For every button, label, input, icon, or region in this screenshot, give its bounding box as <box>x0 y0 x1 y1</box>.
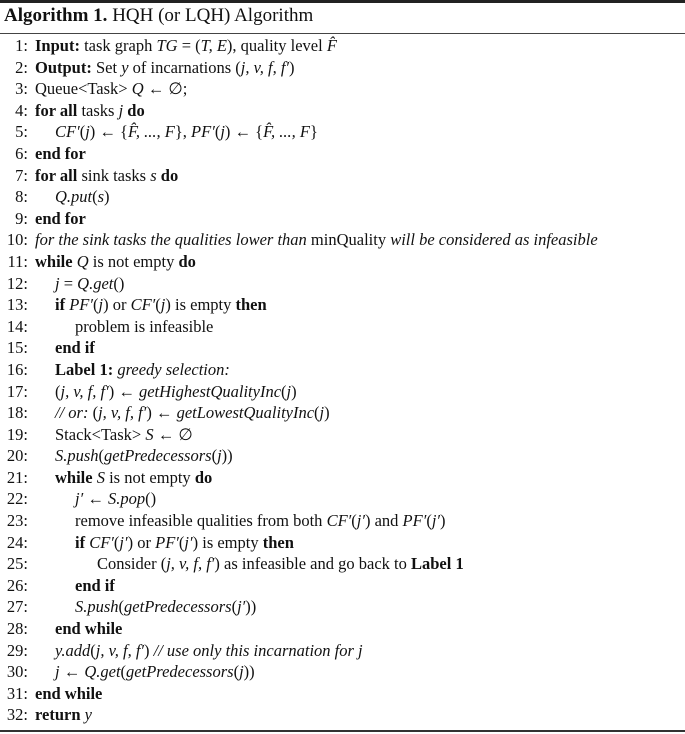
line-number: 17: <box>6 381 28 401</box>
line-code <box>55 661 255 683</box>
line-code <box>55 424 193 446</box>
math-expression: S <box>96 467 105 487</box>
code-text: ) <box>144 640 154 660</box>
algorithm-line <box>0 337 685 359</box>
math-expression: PF′ <box>155 532 179 552</box>
math-expression: j′ <box>119 532 128 552</box>
algorithm-line <box>0 359 685 381</box>
math-expression: getPredecessors <box>104 446 212 466</box>
keyword: while <box>55 467 93 487</box>
math-expression: S <box>145 424 154 444</box>
line-code <box>35 57 295 79</box>
math-expression: j <box>98 295 104 315</box>
code-text: ( <box>90 640 96 660</box>
math-expression: j, v, f, f′ <box>60 381 109 401</box>
math-expression: j′ <box>184 532 193 552</box>
algorithm-line <box>0 35 685 57</box>
algorithm-line <box>0 316 685 338</box>
keyword: for all <box>35 165 78 185</box>
line-number: 27: <box>6 597 28 617</box>
line-number: 32: <box>6 705 28 725</box>
math-expression: j <box>239 662 244 682</box>
code-text: ( <box>233 662 240 682</box>
keyword: Label 1 <box>410 554 464 574</box>
code-text: ) or <box>103 295 131 315</box>
line-number: 21: <box>6 467 28 487</box>
line-number: 20: <box>6 446 28 466</box>
algorithm-line <box>0 618 685 640</box>
code-text: sink tasks <box>77 165 151 185</box>
line-number: 31: <box>6 683 28 703</box>
keyword: end if <box>75 575 115 595</box>
algorithm-line <box>0 704 685 726</box>
code-text: minQuality <box>310 230 387 250</box>
math-expression: PF′ <box>402 511 427 531</box>
line-number: 7: <box>15 165 28 185</box>
line-number: 6: <box>15 143 28 163</box>
math-expression: j <box>286 381 292 401</box>
math-expression: j, v, f, f′ <box>166 554 215 574</box>
code-text: ) <box>104 187 110 207</box>
line-code <box>55 273 124 295</box>
line-number: 2: <box>15 57 28 77</box>
line-code <box>35 143 86 165</box>
line-number: 12: <box>6 273 28 293</box>
code-text: ( <box>178 532 185 552</box>
keyword: for all <box>35 100 78 120</box>
math-expression: j <box>160 295 166 315</box>
keyword: while <box>35 251 73 271</box>
code-text: task graph <box>79 36 157 55</box>
code-text: ← ∅; <box>143 79 188 99</box>
algorithm-line <box>0 467 685 489</box>
line-number: 22: <box>6 489 28 509</box>
math-expression: y <box>121 57 129 77</box>
line-code <box>55 467 212 489</box>
line-code <box>35 208 86 230</box>
math-expression: j <box>319 403 325 423</box>
code-text: ) ← <box>108 381 139 401</box>
math-expression: PF′ <box>191 122 215 142</box>
algorithm-caption <box>4 5 313 27</box>
line-code <box>55 618 122 640</box>
algorithm-line <box>0 661 685 683</box>
keyword: end if <box>55 338 95 358</box>
code-text: ) <box>440 511 446 531</box>
math-expression: getHighestQualityInc <box>138 381 282 401</box>
code-text: ( <box>426 511 432 531</box>
keyword: if <box>75 532 86 552</box>
line-code <box>35 165 178 187</box>
code-text: () <box>145 489 157 509</box>
math-expression: F̂, ..., F <box>263 122 310 142</box>
algorithm-line <box>0 683 685 705</box>
code-text: problem is infeasible <box>75 316 214 336</box>
code-text: ) <box>289 57 295 77</box>
code-text: ( <box>155 295 161 315</box>
keyword: end for <box>35 143 86 163</box>
code-text: ) ← { <box>224 122 264 142</box>
algorithm-line <box>0 445 685 467</box>
math-expression: getLowestQualityInc <box>176 403 315 423</box>
code-text: )) <box>221 446 233 466</box>
math-expression: j′ <box>237 597 246 617</box>
keyword: end while <box>35 683 103 703</box>
code-text: ) or <box>127 532 156 552</box>
code-text: ( <box>98 446 105 466</box>
code-text: ( <box>55 381 61 401</box>
algorithm-line <box>0 121 685 143</box>
line-number: 1: <box>15 36 28 55</box>
algorithm-line <box>0 229 685 251</box>
math-expression: CF′ <box>326 511 352 531</box>
code-text: ( <box>281 381 287 401</box>
algorithm-line <box>0 640 685 662</box>
math-expression: j, v, f, f′ <box>240 57 290 77</box>
comment-text: will be considered as infeasible <box>386 230 598 250</box>
math-expression: s <box>97 187 105 207</box>
line-code <box>75 510 446 532</box>
math-expression: Q <box>76 251 89 271</box>
code-text: ( <box>211 446 218 466</box>
keyword: then <box>262 532 294 552</box>
math-expression: TG <box>156 36 178 55</box>
keyword: end for <box>35 208 86 228</box>
line-number: 3: <box>15 79 28 99</box>
line-number: 24: <box>6 532 28 552</box>
line-number: 28: <box>6 619 28 639</box>
code-text: ( <box>92 187 98 207</box>
code-text: Consider ( <box>97 554 167 574</box>
comment-text: // use only this incarnation for j <box>153 640 363 660</box>
algorithm-line <box>0 78 685 100</box>
line-code <box>35 35 337 57</box>
algorithm-line <box>0 165 685 187</box>
bottom-rule <box>0 730 685 732</box>
line-code <box>35 251 196 273</box>
caption-label: Algorithm 1. <box>4 5 108 26</box>
comment-text: for the sink tasks the qualities lower than <box>35 230 311 250</box>
code-text: ( <box>314 403 320 423</box>
keyword: Output: <box>35 57 92 77</box>
line-code <box>55 337 95 359</box>
line-code <box>35 229 598 251</box>
line-code <box>75 596 256 618</box>
algorithm-line <box>0 575 685 597</box>
algorithm-line <box>0 424 685 446</box>
line-number: 11: <box>7 251 28 271</box>
line-code <box>55 381 297 403</box>
math-expression: Q.get <box>84 662 121 682</box>
keyword: do <box>178 251 196 271</box>
keyword: Input: <box>35 36 80 55</box>
code-text: ← <box>59 662 85 682</box>
code-text: ( <box>113 532 120 552</box>
line-code <box>35 704 92 726</box>
keyword: do <box>194 467 213 487</box>
line-code <box>55 186 110 208</box>
algorithm-line <box>0 596 685 618</box>
line-number: 14: <box>6 316 28 336</box>
math-expression: j, v, f, f′ <box>95 640 145 660</box>
math-expression: getPredecessors <box>124 597 232 617</box>
line-code <box>97 553 464 575</box>
math-expression: j <box>220 122 225 142</box>
code-text: ( <box>79 122 86 142</box>
algorithm-line <box>0 532 685 554</box>
algorithm-line <box>0 251 685 273</box>
code-text: ) ← { <box>89 122 128 142</box>
math-expression: F̂, ..., F <box>127 122 175 142</box>
math-expression: j, v, f, f′ <box>98 403 147 423</box>
math-expression: j′ <box>356 511 365 531</box>
math-expression: s <box>150 165 157 185</box>
caption-rule <box>0 33 685 34</box>
code-text: = ( <box>177 36 201 55</box>
line-number: 30: <box>6 662 28 682</box>
code-text: ← ∅ <box>153 424 193 444</box>
line-code <box>55 445 233 467</box>
line-number: 18: <box>6 403 28 423</box>
code-text: } <box>310 122 318 142</box>
math-expression: PF′ <box>69 295 93 315</box>
math-expression: Q.get <box>77 273 114 293</box>
code-text: ) as infeasible and go back to <box>214 554 411 574</box>
code-text: }, <box>174 122 192 142</box>
code-text: Set <box>91 57 122 77</box>
line-number: 10: <box>6 230 28 250</box>
code-text: Queue<Task> <box>35 79 132 99</box>
math-expression: j <box>118 100 124 120</box>
line-number: 26: <box>6 575 28 595</box>
code-text: ( <box>93 295 99 315</box>
line-number: 4: <box>15 100 28 120</box>
code-text: ← <box>83 489 108 509</box>
math-expression: S.push <box>75 597 119 617</box>
line-number: 19: <box>6 424 28 444</box>
keyword: then <box>235 295 267 315</box>
algorithm-body <box>0 35 685 726</box>
code-text: is not empty <box>104 467 195 487</box>
line-number: 25: <box>6 554 28 574</box>
code-text: ( <box>92 403 99 423</box>
algorithm-line <box>0 143 685 165</box>
line-number: 13: <box>6 295 28 315</box>
math-expression: T, E <box>200 36 227 55</box>
comment-text: // or: <box>55 403 93 423</box>
code-text: ( <box>118 597 125 617</box>
math-expression: y <box>84 705 92 725</box>
algorithm-line <box>0 100 685 122</box>
line-code <box>75 575 115 597</box>
keyword: do <box>127 100 145 120</box>
math-expression: j′ <box>75 489 84 509</box>
keyword: do <box>160 165 179 185</box>
algorithm-line <box>0 553 685 575</box>
algorithm-line <box>0 186 685 208</box>
keyword: Label 1: <box>55 359 114 379</box>
line-number: 16: <box>6 359 28 379</box>
line-number: 15: <box>6 338 28 358</box>
code-text: ) ← <box>146 403 177 423</box>
code-text: ) <box>324 403 330 423</box>
line-code <box>75 532 294 554</box>
math-expression: CF′ <box>55 122 80 142</box>
code-text: Stack<Task> <box>55 424 146 444</box>
line-code <box>35 78 187 100</box>
code-text: ( <box>231 597 238 617</box>
algorithm-line <box>0 208 685 230</box>
line-code <box>35 100 145 122</box>
caption-title: HQH (or LQH) Algorithm <box>112 5 314 26</box>
code-text: ) is empty <box>165 295 236 315</box>
line-code <box>55 359 230 381</box>
code-text: )) <box>245 597 257 617</box>
code-text: ) is empty <box>192 532 263 552</box>
algorithm-line <box>0 57 685 79</box>
line-code <box>55 294 267 316</box>
algorithm-line <box>0 381 685 403</box>
algorithm-line <box>0 273 685 295</box>
code-text: () <box>113 273 125 293</box>
line-number: 9: <box>15 208 28 228</box>
line-number: 29: <box>6 640 28 660</box>
line-code <box>75 316 213 338</box>
code-text: = <box>59 273 78 293</box>
code-text: ), quality level <box>226 36 327 55</box>
algorithm-line <box>0 488 685 510</box>
keyword: if <box>55 295 66 315</box>
code-text: ( <box>351 511 357 531</box>
line-number: 8: <box>15 187 28 207</box>
line-code <box>35 683 102 705</box>
line-code <box>55 121 318 143</box>
algorithm-line <box>0 402 685 424</box>
math-expression: j <box>55 662 60 682</box>
code-text: ) and <box>364 511 403 531</box>
math-expression: S.pop <box>107 489 146 509</box>
line-number: 23: <box>6 511 28 531</box>
math-expression: y.add <box>55 640 91 660</box>
math-expression: j <box>85 122 90 142</box>
math-expression: j <box>217 446 222 466</box>
code-text: )) <box>243 662 255 682</box>
code-text: ) <box>291 381 297 401</box>
line-number: 5: <box>15 122 28 142</box>
code-text: is not empty <box>88 251 179 271</box>
keyword: end while <box>55 619 123 639</box>
algorithm-line <box>0 510 685 532</box>
math-expression: Q <box>131 79 144 99</box>
math-expression: Q.put <box>55 187 93 207</box>
comment-text: greedy selection: <box>113 359 230 379</box>
math-expression: j′ <box>431 511 441 531</box>
math-expression: F̂ <box>326 36 337 55</box>
line-code <box>55 402 330 424</box>
code-text: ( <box>120 662 127 682</box>
math-expression: getPredecessors <box>126 662 234 682</box>
math-expression: CF′ <box>130 295 156 315</box>
top-rule <box>0 0 685 3</box>
code-text: remove infeasible qualities from both <box>75 511 327 531</box>
algorithm-line <box>0 294 685 316</box>
line-code <box>55 640 363 662</box>
math-expression: CF′ <box>89 532 114 552</box>
code-text: ( <box>214 122 221 142</box>
code-text: tasks <box>77 100 119 120</box>
code-text: of incarnations ( <box>128 57 241 77</box>
math-expression: j <box>55 273 60 293</box>
math-expression: S.push <box>55 446 99 466</box>
line-code <box>75 488 156 510</box>
keyword: return <box>35 705 81 725</box>
